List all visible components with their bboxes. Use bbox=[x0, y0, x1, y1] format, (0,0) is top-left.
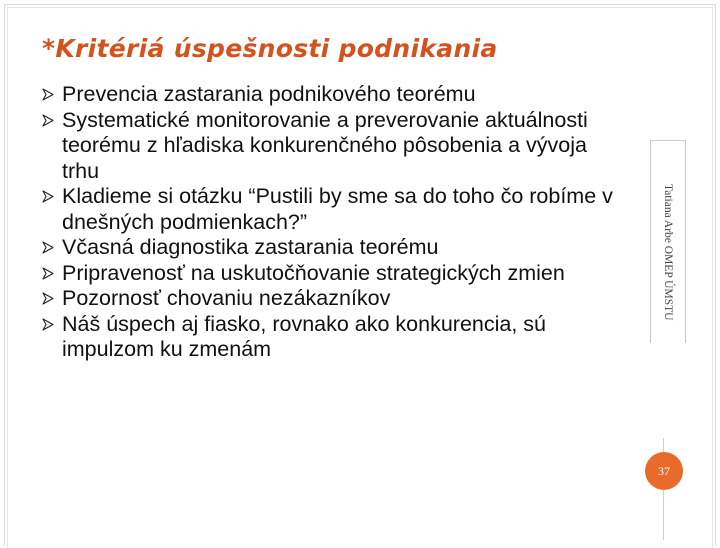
bullet-text: Včasná diagnostika zastarania teorému bbox=[62, 235, 439, 259]
title-asterisk: * bbox=[42, 34, 56, 63]
bullet-item bbox=[42, 82, 622, 108]
page-number-badge bbox=[645, 452, 683, 490]
arrow-bullet-icon bbox=[42, 82, 56, 107]
bullet-text: Náš úspech aj fiasko, rovnako ako konkurencia, sú impulzom ku zmenám bbox=[62, 311, 547, 361]
arrow-bullet-icon bbox=[42, 108, 56, 133]
arrow-bullet-icon bbox=[42, 312, 56, 337]
badge-connector-top bbox=[663, 438, 664, 452]
bullet-text: Pozornosť chovaniu nezákazníkov bbox=[62, 286, 391, 310]
bullet-item bbox=[42, 108, 622, 185]
bullet-item bbox=[42, 184, 622, 235]
bullet-text: Kladieme si otázku “Pustili by sme sa do toho čo robíme v dnešných podmienkach?” bbox=[62, 184, 613, 234]
badge-connector-bottom bbox=[663, 490, 664, 540]
bullet-item bbox=[42, 261, 622, 287]
bullet-item bbox=[42, 286, 622, 312]
bullet-text: Systematické monitorovanie a preverovanie aktuálnosti teorému z hľadiska konkurenčného pôsobenia a vývoja trhu bbox=[62, 107, 588, 183]
side-footer-text: Tatiana Arbe OMEP ÚMSTU bbox=[662, 184, 674, 321]
bullet-item bbox=[42, 235, 622, 261]
bullet-text: Pripravenosť na uskutočňovanie strategických zmien bbox=[62, 260, 565, 285]
arrow-bullet-icon bbox=[42, 286, 56, 311]
arrow-bullet-icon bbox=[42, 184, 56, 209]
bullet-text: Prevencia zastarania podnikového teorému bbox=[62, 82, 476, 106]
page-number: 37 bbox=[658, 463, 670, 478]
arrow-bullet-icon bbox=[42, 235, 56, 260]
slide-title bbox=[42, 34, 498, 63]
title-text: Kritériá úspešnosti podnikania bbox=[55, 34, 498, 63]
bullet-item bbox=[42, 312, 622, 363]
bullet-list bbox=[42, 82, 622, 363]
arrow-bullet-icon bbox=[42, 261, 56, 286]
